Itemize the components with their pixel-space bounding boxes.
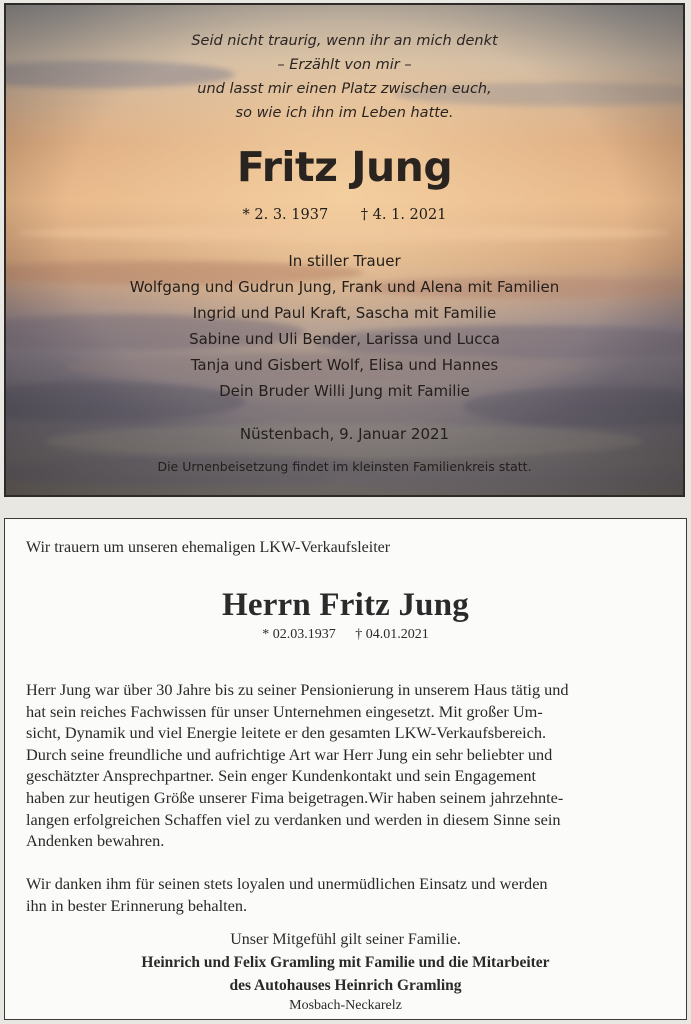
sympathy-line: Unser Mitgefühl gilt seiner Familie. — [230, 931, 461, 948]
poem-line: – Erzählt von mir – — [277, 57, 412, 73]
obituary-family-notice — [4, 3, 685, 497]
text-line: sicht, Dynamik und viel Energie leitete er den gesamten LKW-Verkaufsbereich. — [26, 723, 547, 743]
text-line: Durch seine freundliche und aufrichtige Art war Herr Jung ein sehr beliebter und — [26, 744, 553, 764]
deceased-name: Fritz Jung — [236, 143, 453, 191]
birth-date: * 2. 3. 1937 — [242, 207, 329, 223]
text-line: Wir danken ihm für seinen stets loyalen und unermüdlichen Einsatz und werden — [26, 874, 548, 893]
signatory-line: Heinrich und Felix Gramling mit Familie und die Mitarbeiter — [141, 954, 550, 971]
mourner-line: Ingrid und Paul Kraft, Sascha mit Familie — [192, 304, 497, 322]
obituary-company-notice — [4, 518, 687, 1020]
deceased-name-company: Herrn Fritz Jung — [222, 587, 469, 623]
life-dates-company — [5, 627, 686, 643]
text-line: Andenken bewahren. — [26, 831, 165, 851]
text-line: Herr Jung war über 30 Jahre bis zu seiner Pensionierung in unserem Haus tätig und — [26, 680, 569, 699]
text-line: hat sein reiches Fachwissen für unser Unternehmen eingesetzt. Mit großer Um- — [26, 701, 543, 721]
location-line: Mosbach-Neckarelz — [289, 998, 402, 1013]
thanks-paragraph — [26, 873, 686, 916]
text-line: geschätzter Ansprechpartner. Sein enger Kundenkontakt und sein Engagement — [26, 766, 536, 786]
tribute-paragraph — [26, 679, 686, 852]
memorial-poem — [6, 29, 683, 125]
place-and-date: Nüstenbach, 9. Januar 2021 — [239, 425, 450, 443]
poem-line: Seid nicht traurig, wenn ihr an mich denkt — [191, 33, 498, 49]
mourner-line: In stiller Trauer — [288, 252, 401, 270]
text-line: haben zur heutigen Größe unserer Fima beigetragen.Wir haben seinem jahrzehnte- — [26, 787, 564, 807]
birth-date: * 02.03.1937 — [262, 627, 336, 642]
poem-line: so wie ich ihn im Leben hatte. — [235, 105, 454, 121]
closing-signature — [5, 929, 686, 1015]
poem-line: und lasst mir einen Platz zwischen euch, — [197, 81, 492, 97]
mourner-line: Dein Bruder Willi Jung mit Familie — [219, 382, 470, 400]
mourner-line: Sabine und Uli Bender, Larissa und Lucca — [189, 330, 500, 348]
burial-note: Die Urnenbeisetzung findet im kleinsten Familienkreis statt. — [157, 459, 532, 474]
company-name-line: des Autohauses Heinrich Gramling — [229, 977, 462, 994]
mourner-line: Tanja und Gisbert Wolf, Elisa und Hannes — [190, 356, 499, 374]
death-date: † 04.01.2021 — [355, 627, 429, 642]
text-line: langen erfolgreichen Schaffen viel zu verdanken und werden in diesem Sinne sein — [26, 809, 561, 829]
mourner-line: Wolfgang und Gudrun Jung, Frank und Alena mit Familien — [129, 278, 560, 296]
life-dates — [6, 207, 683, 223]
mourners-list — [6, 248, 683, 404]
text-line: ihn in bester Erinnerung behalten. — [26, 895, 248, 915]
intro-line: Wir trauern um unseren ehemaligen LKW-Verkaufsleiter — [26, 539, 391, 556]
death-date: † 4. 1. 2021 — [360, 207, 447, 223]
